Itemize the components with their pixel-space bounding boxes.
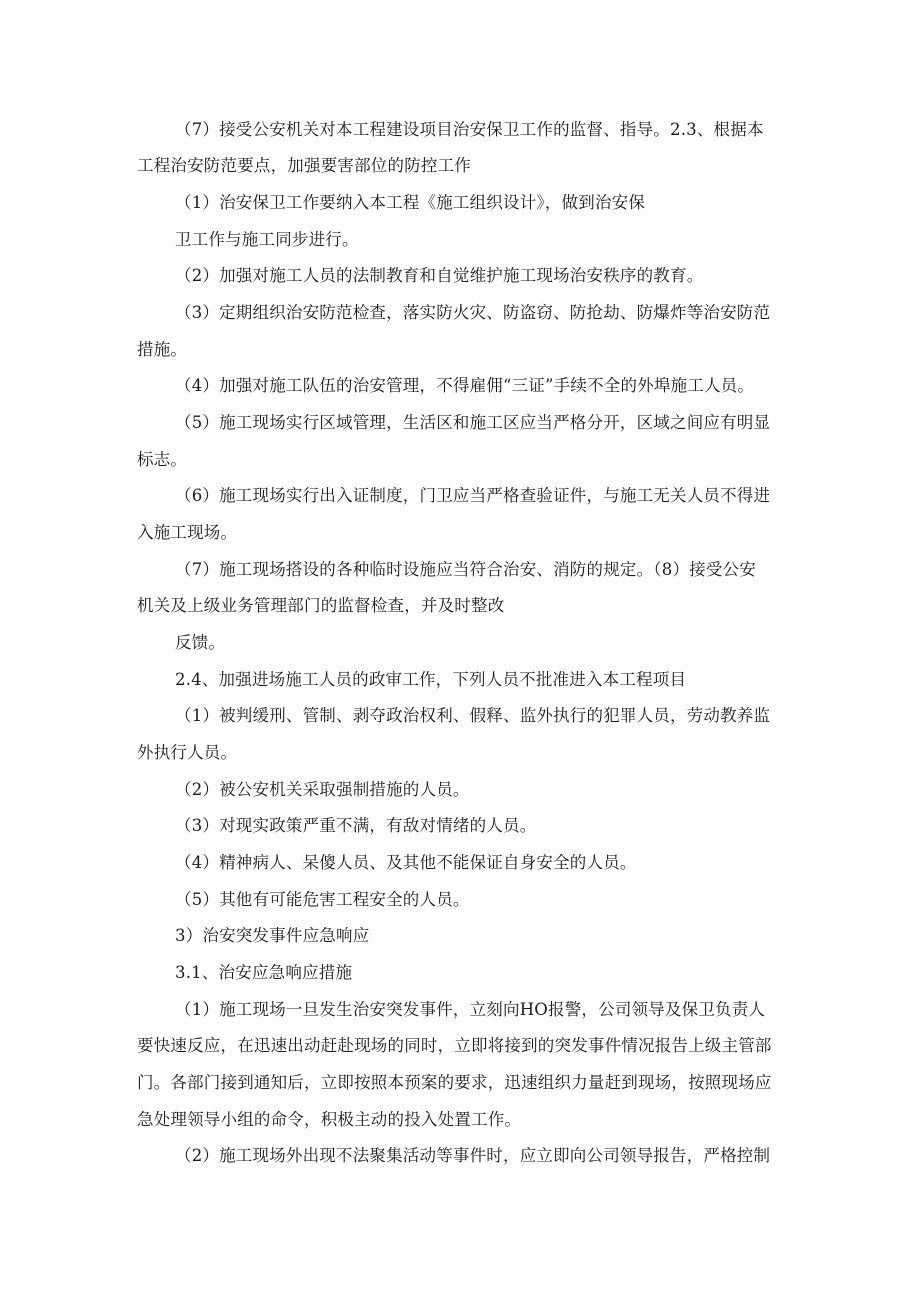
text-line: （4）加强对施工队伍的治安管理，不得雇佣“三证”手续不全的外埠施工人员。 (175, 376, 755, 395)
text-line: （3）定期组织治安防范检查，落实防火灾、防盗窃、防抢劫、防爆炸等治安防范 (175, 303, 771, 322)
text-line: 工程治安防范要点，加强要害部位的防控工作 (137, 156, 471, 175)
text-line: （4）精神病人、呆傻人员、及其他不能保证自身安全的人员。 (175, 853, 637, 872)
text-line: （1）治安保卫工作要纳入本工程《施工组织设计》，做到治安保 (175, 193, 646, 212)
text-line: （3）对现实政策严重不满，有敌对情绪的人员。 (175, 816, 537, 835)
text-line: （2）被公安机关采取强制措施的人员。 (175, 780, 470, 799)
text-line: （6）施工现场实行出入证制度，门卫应当严格查验证件，与施工无关人员不得进 (175, 486, 771, 505)
text-line: 措施。 (137, 340, 188, 359)
text-line: （2）施工现场外出现不法聚集活动等事件时，应立即向公司领导报告，严格控制 (175, 1146, 771, 1165)
text-line: 反馈。 (175, 633, 226, 652)
text-line: （7）接受公安机关对本工程建设项目治安保卫工作的监督、指导。2.3、根据本 (175, 120, 764, 139)
text-line: （5）施工现场实行区域管理，生活区和施工区应当严格分开，区域之间应有明显 (175, 413, 771, 432)
text-line: （1）施工现场一旦发生治安突发事件，立刻向HO报警，公司领导及保卫负责人 (175, 1000, 766, 1019)
text-line: 3）治安突发事件应急响应 (175, 926, 370, 945)
text-line: 卫工作与施工同步进行。 (175, 230, 359, 249)
text-line: 标志。 (137, 450, 188, 469)
text-line: （7）施工现场搭设的各种临时设施应当符合治安、消防的规定。（8）接受公安 (175, 560, 756, 579)
text-line: 入施工现场。 (137, 523, 238, 542)
text-line: 3.1、治安应急响应措施 (175, 963, 353, 982)
text-line: 要快速反应，在迅速出动赶赴现场的同时，立即将接到的突发事件情况报告上级主管部 (137, 1036, 772, 1055)
text-line: 门。各部门接到通知后，立即按照本预案的要求，迅速组织力量赶到现场，按照现场应 (137, 1073, 772, 1092)
text-line: 急处理领导小组的命令，积极主动的投入处置工作。 (137, 1110, 522, 1129)
text-line: 2.4、加强进场施工人员的政审工作，下列人员不批准进入本工程项目 (175, 670, 687, 689)
text-line: （1）被判缓刑、管制、剥夺政治权利、假释、监外执行的犯罪人员，劳动教养监 (175, 706, 771, 725)
text-line: （2）加强对施工人员的法制教育和自觉维护施工现场治安秩序的教育。 (175, 266, 704, 285)
text-line: （5）其他有可能危害工程安全的人员。 (175, 890, 470, 909)
text-line: 机关及上级业务管理部门的监督检查，并及时整改 (137, 596, 505, 615)
text-line: 外执行人员。 (137, 743, 238, 762)
